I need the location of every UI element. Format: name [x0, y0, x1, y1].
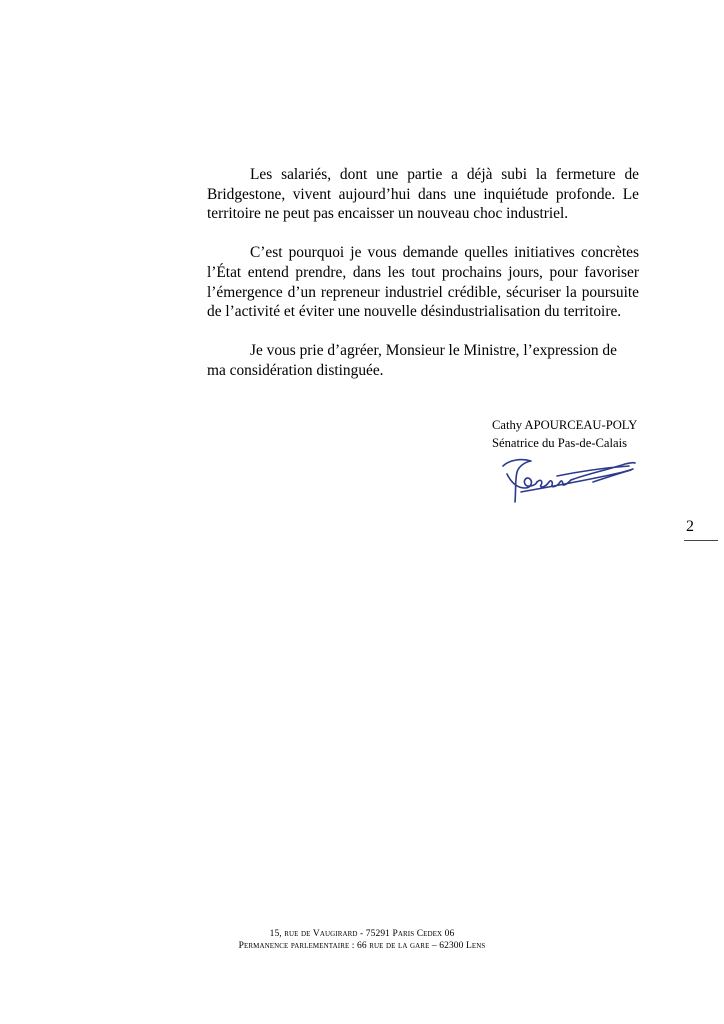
footer-address-paris: 15, rue de Vaugirard - 75291 Paris Cedex 06	[269, 929, 455, 939]
page-number: 2	[686, 518, 694, 535]
signatory-title: Sénatrice du Pas-de-Calais	[492, 436, 627, 450]
page-number-rule	[684, 540, 718, 541]
paragraph-request: C’est pourquoi je vous demande quelles initiatives concrètes l’État entend prendre, dans les tout prochains jours, pour favoriser l’émergence d’un repreneur industriel crédible, sécuriser la poursuite de l’activité et éviter une nouvelle désindustrialisation du territoire.	[207, 244, 639, 321]
letterhead-footer	[0, 928, 724, 952]
paragraph-closing: Je vous prie d’agréer, Monsieur le Ministre, l’expression de ma considération distinguée.	[207, 342, 617, 379]
signatory-name: Cathy APOURCEAU-POLY	[492, 418, 638, 432]
handwritten-signature	[497, 452, 643, 508]
letter-body	[207, 165, 639, 400]
signature-block	[492, 416, 637, 452]
footer-address-lens: Permanence parlementaire : 66 rue de la gare – 62300 Lens	[238, 941, 486, 951]
paragraph-employees: Les salariés, dont une partie a déjà subi la fermeture de Bridgestone, vivent aujourd’hui dans une inquiétude profonde. Le territoire ne peut pas encaisser un nouveau choc industriel.	[207, 166, 639, 223]
